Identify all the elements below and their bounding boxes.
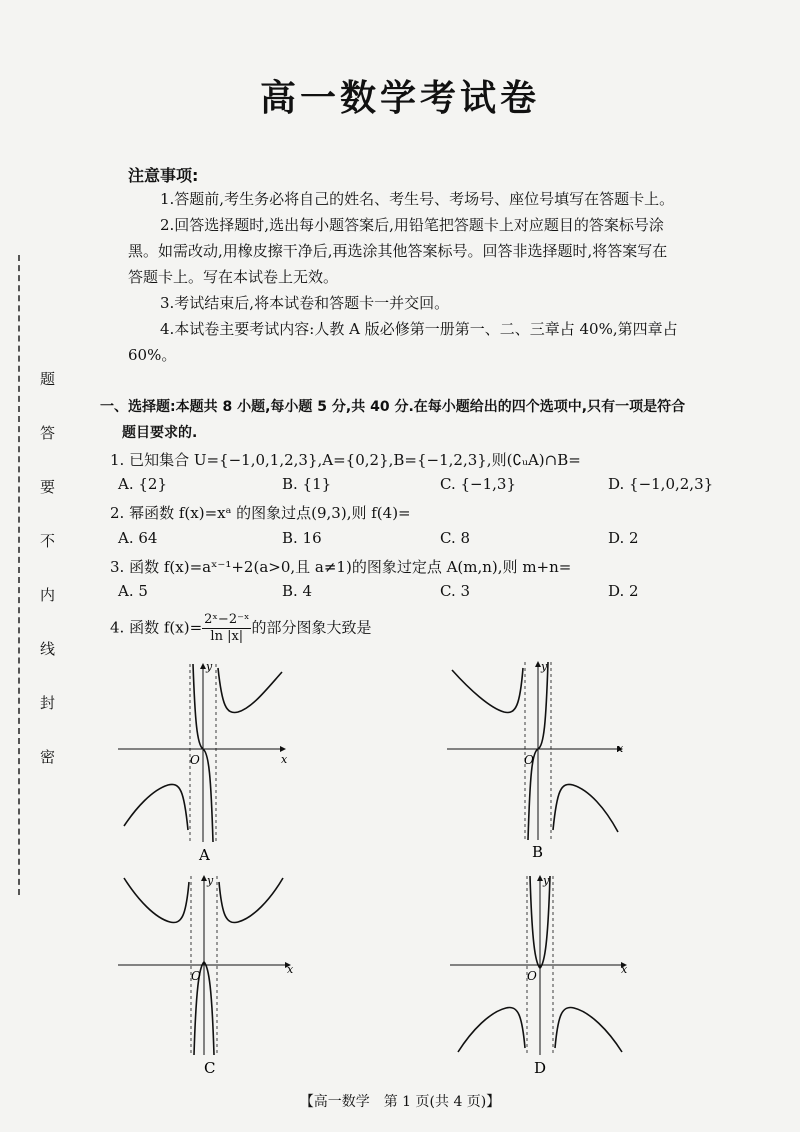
graph-a bbox=[118, 664, 285, 842]
q1-option-b: B. {1} bbox=[282, 475, 332, 493]
graph-d-label: D bbox=[534, 1059, 547, 1077]
q2-option-c: C. 8 bbox=[440, 529, 471, 547]
page-title: 高一数学考试卷 bbox=[259, 78, 540, 119]
question-1: 1. 已知集合 U={−1,0,1,2,3},A={0,2},B={−1,2,3},则(∁ᵤA)∩B= bbox=[110, 451, 581, 469]
graph-b-curve-left bbox=[452, 668, 523, 712]
graph-b-origin: O bbox=[524, 753, 534, 767]
q1-option-a: A. {2} bbox=[118, 475, 167, 493]
graph-a-origin: O bbox=[190, 753, 200, 767]
graph-c bbox=[118, 876, 290, 1055]
question-2: 2. 幂函数 f(x)=xᵃ 的图象过点(9,3),则 f(4)= bbox=[110, 504, 411, 522]
q3-option-b: B. 4 bbox=[282, 582, 313, 600]
margin-char: 密 bbox=[40, 748, 56, 766]
notice-line: 3.考试结束后,将本试卷和答题卡一并交回。 bbox=[160, 294, 450, 312]
q3-option-a: A. 5 bbox=[118, 582, 148, 600]
graph-c-curve-right bbox=[219, 878, 283, 923]
graph-b-x-label: x bbox=[617, 742, 624, 755]
notice-line: 60%。 bbox=[128, 346, 177, 364]
graph-a-y-label: y bbox=[206, 660, 213, 673]
q1-option-c: C. {−1,3} bbox=[440, 475, 516, 493]
notice-line: 2.回答选择题时,选出每小题答案后,用铅笔把答题卡上对应题目的答案标号涂 bbox=[160, 216, 664, 234]
graph-d-y-label: y bbox=[543, 874, 550, 887]
q2-option-d: D. 2 bbox=[608, 529, 639, 547]
notice-line: 黑。如需改动,用橡皮擦干净后,再选涂其他答案标号。回答非选择题时,将答案写在 bbox=[128, 242, 668, 260]
margin-char: 不 bbox=[40, 532, 56, 550]
margin-char: 线 bbox=[40, 640, 56, 658]
graph-d-curve-right bbox=[555, 1007, 622, 1052]
graph-b-label: B bbox=[532, 843, 544, 861]
margin-char: 封 bbox=[40, 694, 56, 712]
notice-line: 4.本试卷主要考试内容:人教 A 版必修第一册第一、二、三章占 40%,第四章占 bbox=[160, 320, 678, 338]
notice-line: 答题卡上。写在本试卷上无效。 bbox=[128, 268, 339, 286]
graph-c-label: C bbox=[204, 1059, 216, 1077]
graph-a-curve-right bbox=[218, 668, 282, 712]
notice-line: 1.答题前,考生务必将自己的姓名、考生号、考场号、座位号填写在答题卡上。 bbox=[160, 190, 675, 208]
q4-numerator: 2ˣ−2⁻ˣ bbox=[204, 612, 250, 627]
graph-c-y-label: y bbox=[207, 874, 214, 887]
graph-c-curve-left bbox=[124, 878, 189, 923]
section-heading-cont: 题目要求的. bbox=[122, 425, 198, 441]
q4-stem-prefix: 4. 函数 f(x)= bbox=[110, 618, 203, 637]
margin-char: 要 bbox=[40, 478, 56, 496]
q3-option-c: C. 3 bbox=[440, 582, 471, 600]
graph-c-x-label: x bbox=[287, 963, 294, 976]
notice-heading: 注意事项: bbox=[128, 166, 199, 185]
graph-d bbox=[450, 876, 626, 1055]
q2-option-b: B. 16 bbox=[282, 529, 322, 547]
margin-char: 内 bbox=[40, 586, 56, 604]
graph-b-y-label: y bbox=[541, 660, 548, 673]
q4-stem-suffix: 的部分图象大致是 bbox=[251, 618, 372, 637]
graph-a-label: A bbox=[199, 846, 210, 864]
margin-char: 答 bbox=[40, 424, 56, 442]
margin-char: 题 bbox=[40, 370, 56, 388]
q2-option-a: A. 64 bbox=[118, 529, 158, 547]
graph-b-curve-right bbox=[553, 784, 618, 832]
graph-a-x-label: x bbox=[281, 753, 288, 766]
graph-d-x-label: x bbox=[621, 963, 628, 976]
q1-option-d: D. {−1,0,2,3} bbox=[608, 475, 714, 493]
graph-d-origin: O bbox=[527, 969, 537, 983]
q3-option-d: D. 2 bbox=[608, 582, 639, 600]
q4-denominator: ln |x| bbox=[210, 629, 244, 644]
page-footer: 【高一数学 第 1 页(共 4 页)】 bbox=[299, 1094, 501, 1110]
question-3: 3. 函数 f(x)=aˣ⁻¹+2(a>0,且 a≠1)的图象过定点 A(m,n),则 m+n= bbox=[110, 558, 572, 576]
section-heading: 一、选择题:本题共 8 小题,每小题 5 分,共 40 分.在每小题给出的四个选项中,只有一项是符合 bbox=[100, 399, 686, 415]
graph-b bbox=[447, 662, 622, 840]
graph-d-curve-left bbox=[458, 1007, 525, 1052]
graph-c-origin: O bbox=[191, 969, 201, 983]
graph-a-curve-left bbox=[124, 784, 188, 830]
